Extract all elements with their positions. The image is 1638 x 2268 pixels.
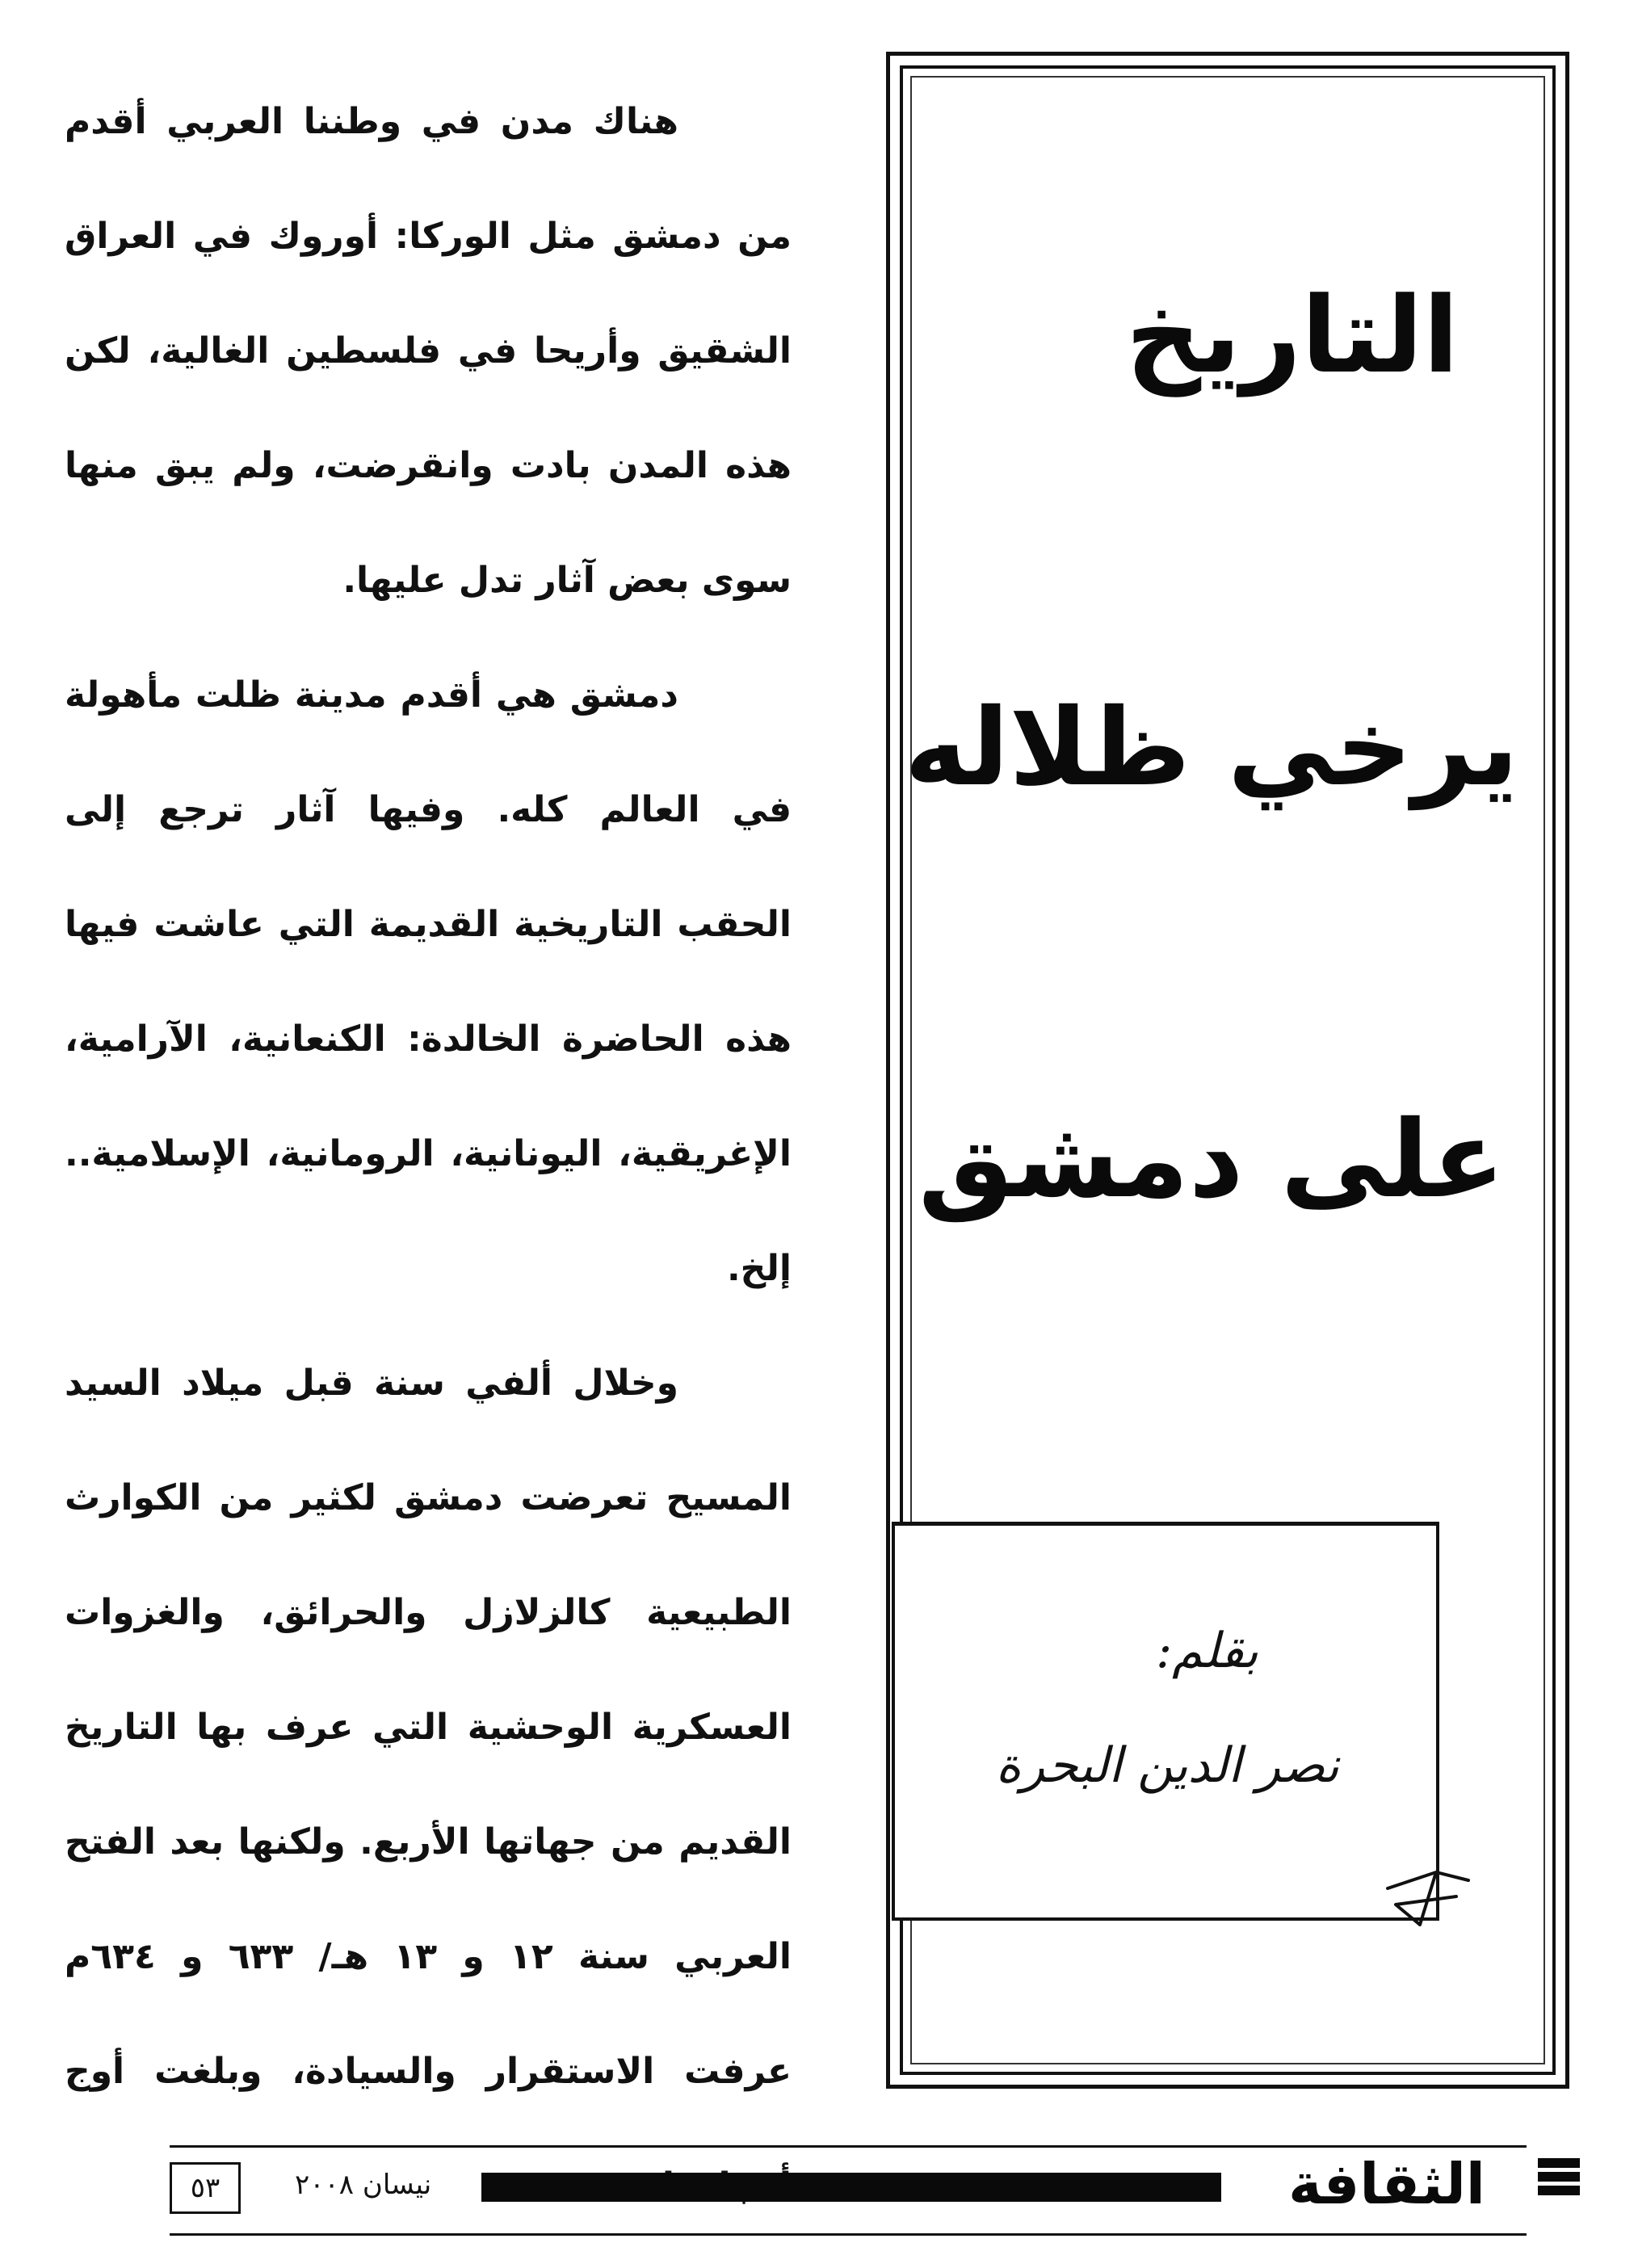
magazine-logo: الثقافة [1288,2151,1485,2217]
headline-line-3: على دمشق [918,1098,1506,1222]
paragraph-3-text: وخلال ألفي سنة قبل ميلاد السيد المسيح تعرضت دمشق لكثير من الكوارث الطبيعية كالزلازل والحرائق، والغزوات العسكرية الوحشية التي عرف بها التاريخ القديم من جهاتها الأربع. ولكنها بعد الفتح العربي سنة ١٢ و ١٣ هـ/ ٦٣٣ و ٦٣٤م عرفت الاستقرار والسيادة، وبلغت أوج [65,1363,792,2092]
footer-bar [481,2173,1221,2202]
author-note-card [892,1522,1439,1921]
paragraph-1-text: هناك مدن في وطننا العربي أقدم من دمشق مثل الوركا: أوروك في العراق الشقيق وأريحا في فلسطين الغالية، لكن هذه المدن بادت وانقرضت، ولم يبق منها سوى بعض آثار تدل عليها. [65,101,792,601]
author-name: نصر الدين البحرة [995,1737,1339,1794]
logo-stripe [1538,2158,1580,2168]
logo-stripes-icon [1538,2158,1580,2210]
article-paragraph-1 [65,65,792,638]
page-number: ٥٣ [170,2162,241,2214]
headline-line-2: يرخي ظلاله [904,686,1519,810]
article-paragraph-3 [65,1326,792,2244]
paragraph-2-text: دمشق هي أقدم مدينة ظلت مأهولة في العالم كله. وفيها آثار ترجع إلى الحقب التاريخية القديمة التي عاشت فيها هذه الحاضرة الخالدة: الكنعانية، الآرامية، الإغريقية، اليونانية، الرومانية، الإسلامية.. إلخ. [65,674,792,1289]
footer-rule-bottom [170,2233,1527,2236]
issue-date: نيسان ٢٠٠٨ [295,2169,432,2201]
byline-label: بقلم: [1155,1623,1258,1679]
logo-stripe [1538,2172,1580,2182]
pen-nib-icon [1380,1856,1485,1929]
article-body [65,65,792,2132]
article-paragraph-2 [65,638,792,1326]
footer-rule-top [170,2145,1527,2148]
logo-stripe [1538,2186,1580,2195]
headline-line-1: التاريخ [1125,274,1460,397]
